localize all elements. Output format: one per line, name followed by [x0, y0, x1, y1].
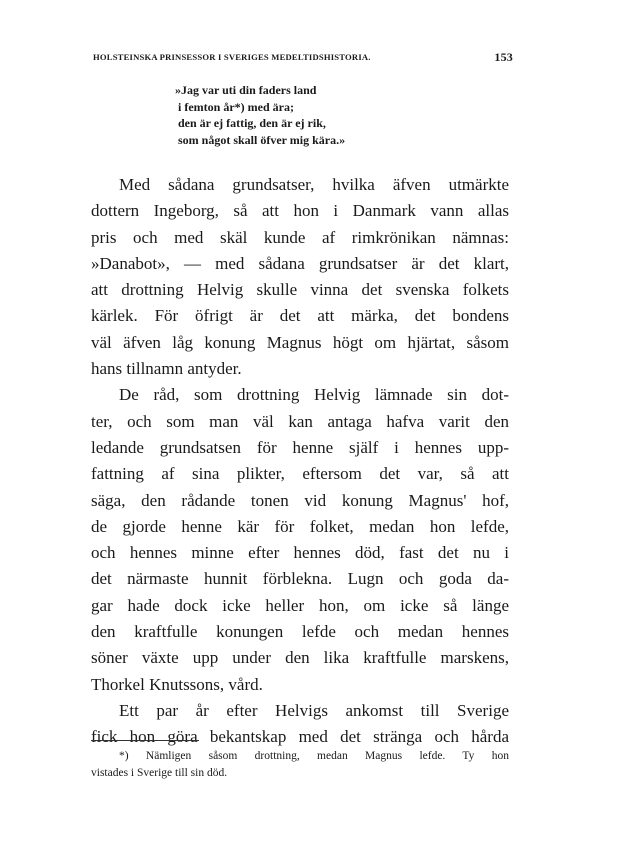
footnote-line: vistades i Sverige till sin död.: [91, 767, 228, 779]
running-head-title: HOLSTEINSKA PRINSESSOR I SVERIGES MEDELTIDSHISTORIA.: [93, 52, 371, 62]
text-line: den kraftfulle konungen lefde och medan hennes: [91, 622, 509, 642]
verse-line: i femton år*) med ära;: [178, 99, 294, 114]
footnote: [91, 748, 509, 782]
text-line: söner växte upp under den lika kraftfulle marskens,: [91, 648, 509, 668]
text-line: de gjorde henne kär för folket, medan hon lefde,: [91, 516, 509, 536]
verse-line: den är ej fattig, den är ej rik,: [178, 116, 326, 130]
verse-line: »Jag var uti din faders land: [175, 83, 317, 97]
text-line: Thorkel Knutssons, vård.: [91, 674, 263, 694]
text-line: ter, och som man väl kan antaga hafva varit den: [91, 411, 509, 431]
text-line: Med sådana grundsatser, hvilka äfven utmärkte: [119, 175, 509, 194]
text-line: ledande grundsatsen för henne själf i hennes upp-: [91, 437, 509, 457]
text-line: fick hon göra bekantskap med det stränga och hårda: [91, 727, 509, 747]
text-line: gar hade dock icke heller hon, om icke så länge: [91, 595, 509, 615]
text-line: det närmaste hunnit förblekna. Lugn och goda da-: [91, 569, 509, 589]
text-line: pris och med skäl kunde af rimkrönikan nämnas:: [91, 227, 509, 247]
text-line: säga, den rådande tonen vid konung Magnus' hof,: [91, 490, 509, 510]
page-number: 153: [494, 50, 513, 64]
verse-quotation: [175, 82, 435, 148]
text-line: hans tillnamn antyder.: [91, 359, 242, 379]
text-line: och hennes minne efter hennes död, fast det nu i: [91, 543, 509, 563]
body-text: [91, 172, 509, 751]
text-line: dottern Ingeborg, så att hon i Danmark vann allas: [91, 201, 509, 221]
text-line: »Danabot», — med sådana grundsatser är det klart,: [91, 253, 509, 273]
text-line: väl äfven låg konung Magnus högt om hjärtat, såsom: [91, 332, 509, 352]
text-line: fattning af sina plikter, eftersom det var, så att: [91, 464, 509, 484]
text-line: De råd, som drottning Helvig lämnade sin dot-: [119, 385, 509, 405]
footnote-divider: [91, 740, 199, 741]
footnote-line: *) Nämligen såsom drottning, medan Magnus lefde. Ty hon: [119, 750, 509, 762]
text-line: kärlek. För öfrigt är det att märka, det bondens: [91, 306, 509, 326]
running-head: [93, 52, 513, 66]
verse-line: som något skall öfver mig kära.»: [178, 132, 346, 147]
text-line: att drottning Helvig skulle vinna det svenska folkets: [91, 280, 509, 300]
text-line: Ett par år efter Helvigs ankomst till Sverige: [119, 700, 509, 720]
